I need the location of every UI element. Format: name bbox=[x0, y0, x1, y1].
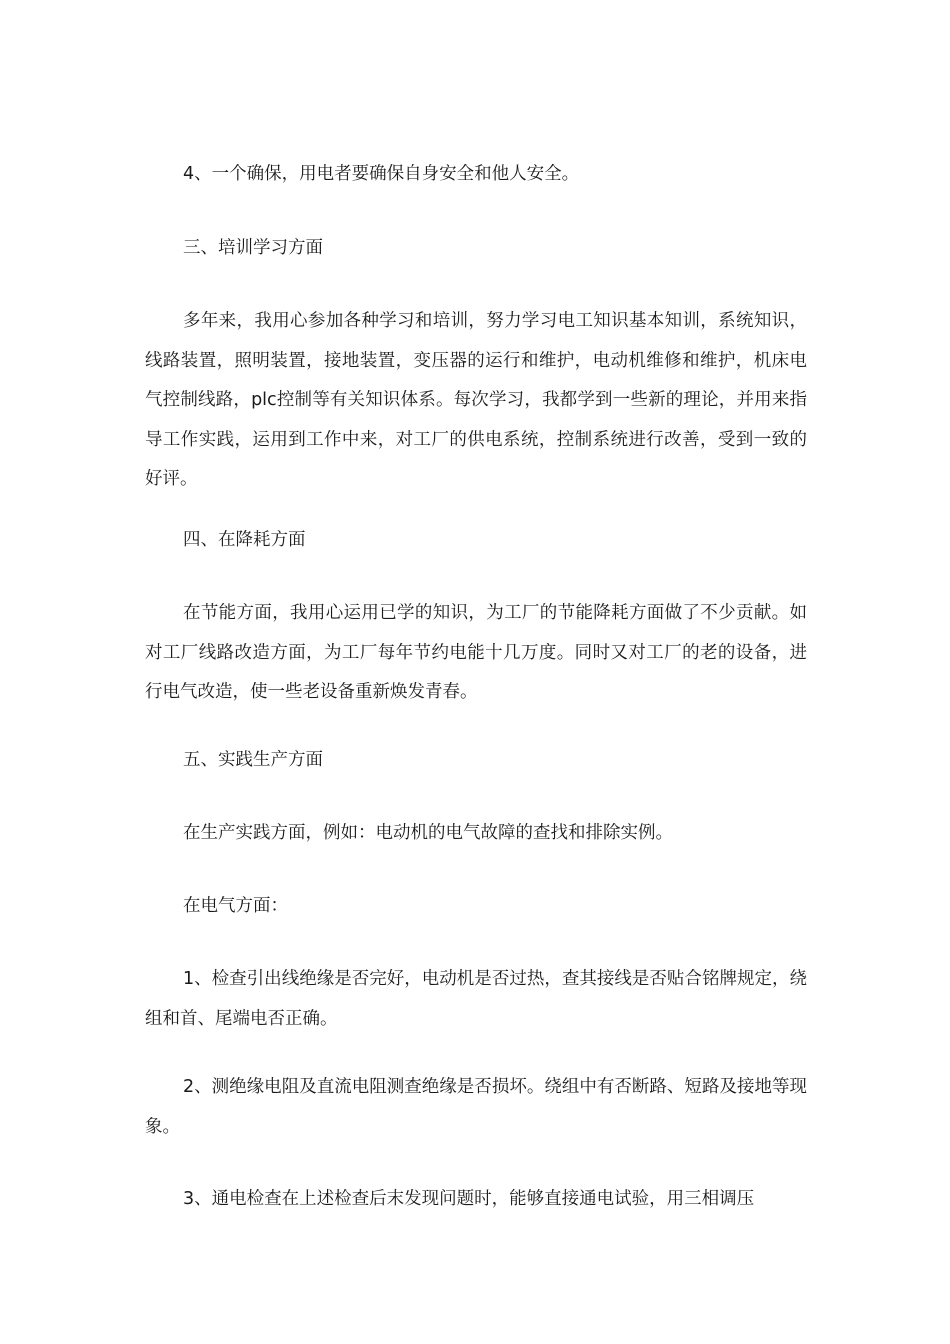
paragraph-electrical: 在电气方面： bbox=[183, 896, 288, 916]
heading-practice: 五、实践生产方面 bbox=[183, 750, 323, 770]
list-item bbox=[145, 960, 807, 1039]
heading-training: 三、培训学习方面 bbox=[183, 238, 323, 258]
section-heading bbox=[145, 521, 807, 561]
list-item bbox=[145, 1068, 807, 1147]
list-item bbox=[145, 155, 807, 195]
section-heading bbox=[145, 229, 807, 269]
paragraph-training: 多年来，我用心参加各种学习和培训，努力学习电工知识基本知训，系统知识，线路装置，照明装置，接地装置，变压器的运行和维护，电动机维修和维护，机床电气控制线路，plc控制等有关知识体系。每次学习，我都学到一些新的理论，并用来指导工作实践，运用到工作中来，对工厂的供电系统，控制系统进行改善，受到一致的好评。 bbox=[145, 311, 807, 489]
paragraph-item-4: 4、一个确保，用电者要确保自身安全和他人安全。 bbox=[183, 164, 580, 184]
paragraph-item-1: 1、检查引出线绝缘是否完好，电动机是否过热，查其接线是否贴合铭牌规定，绕组和首、尾端电否正确。 bbox=[145, 969, 807, 1029]
body-paragraph bbox=[145, 814, 807, 854]
paragraph-practice: 在生产实践方面，例如：电动机的电气故障的查找和排除实例。 bbox=[183, 823, 673, 843]
body-paragraph bbox=[145, 302, 807, 500]
section-heading bbox=[145, 741, 807, 781]
body-paragraph bbox=[145, 594, 807, 713]
paragraph-item-2: 2、测绝缘电阻及直流电阻测查绝缘是否损坏。绕组中有否断路、短路及接地等现象。 bbox=[145, 1077, 807, 1137]
list-item bbox=[145, 1180, 807, 1220]
body-paragraph bbox=[145, 887, 807, 927]
paragraph-item-3: 3、通电检查在上述检查后末发现问题时，能够直接通电试验，用三相调压 bbox=[183, 1189, 755, 1209]
paragraph-energy: 在节能方面，我用心运用已学的知识，为工厂的节能降耗方面做了不少贡献。如对工厂线路改造方面，为工厂每年节约电能十几万度。同时又对工厂的老的设备，进行电气改造，使一些老设备重新焕发青春。 bbox=[145, 603, 807, 702]
heading-energy: 四、在降耗方面 bbox=[183, 530, 306, 550]
